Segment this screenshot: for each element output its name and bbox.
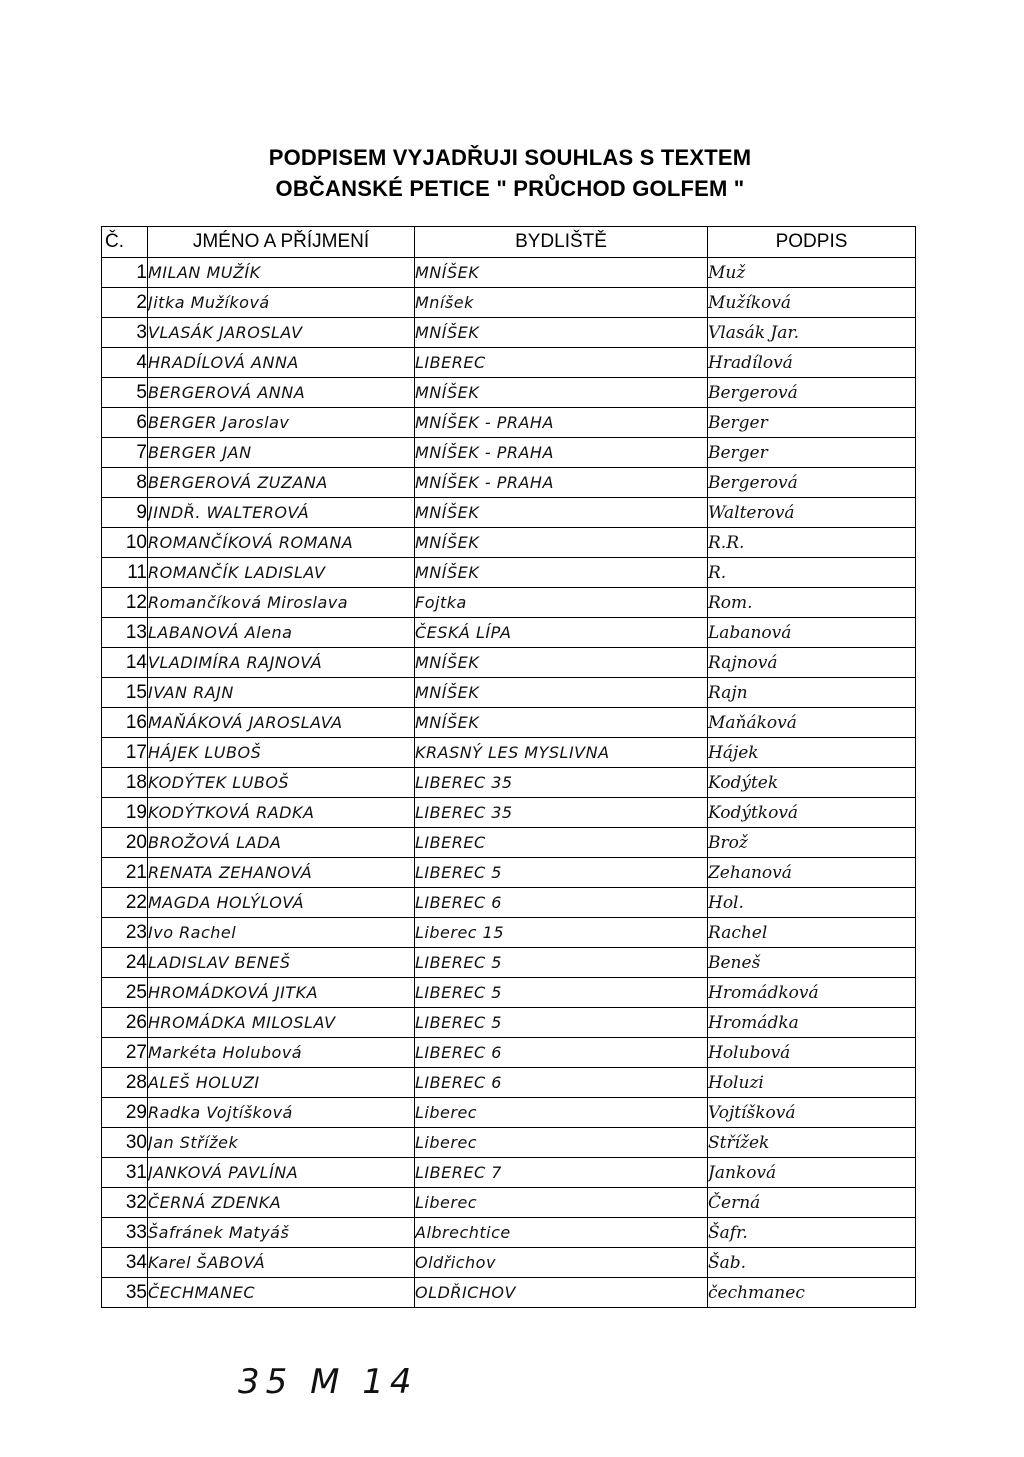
row-signature: Šab.	[708, 1248, 916, 1278]
row-number: 24	[102, 948, 148, 978]
row-number: 28	[102, 1068, 148, 1098]
page-title-line-2: OBČANSKÉ PETICE " PRŮCHOD GOLFEM "	[275, 176, 745, 201]
header-number: Č.	[102, 227, 148, 258]
row-residence: MNÍŠEK	[415, 678, 708, 708]
row-signature: Zehanová	[708, 858, 916, 888]
row-number: 11	[102, 558, 148, 588]
table-header-row	[102, 227, 916, 258]
table-row	[102, 378, 916, 408]
table-row	[102, 1278, 916, 1308]
table-row	[102, 978, 916, 1008]
row-name: ČECHMANEC	[148, 1278, 415, 1308]
row-name: VLASÁK JAROSLAV	[148, 318, 415, 348]
row-number: 4	[102, 348, 148, 378]
row-name: BERGER Jaroslav	[148, 408, 415, 438]
row-signature: R.R.	[708, 528, 916, 558]
row-residence: Liberec	[415, 1098, 708, 1128]
row-residence: ČESKÁ LÍPA	[415, 618, 708, 648]
row-signature: Vlasák Jar.	[708, 318, 916, 348]
row-name: ROMANČÍK LADISLAV	[148, 558, 415, 588]
page-title-line-1: PODPISEM VYJADŘUJI SOUHLAS S TEXTEM	[268, 145, 752, 170]
row-name: Jan Střížek	[148, 1128, 415, 1158]
row-signature: Hol.	[708, 888, 916, 918]
header-signature: PODPIS	[708, 227, 916, 258]
row-signature: Hradílová	[708, 348, 916, 378]
row-number: 19	[102, 798, 148, 828]
row-signature: Beneš	[708, 948, 916, 978]
row-name: BERGER JAN	[148, 438, 415, 468]
row-number: 10	[102, 528, 148, 558]
row-signature: Holubová	[708, 1038, 916, 1068]
header-name: JMÉNO A PŘÍJMENÍ	[148, 227, 415, 258]
table-row	[102, 618, 916, 648]
row-signature: Kodýtek	[708, 768, 916, 798]
row-signature: Rajnová	[708, 648, 916, 678]
row-name: HRADÍLOVÁ ANNA	[148, 348, 415, 378]
row-name: Romančíková Miroslava	[148, 588, 415, 618]
row-residence: MNÍŠEK - PRAHA	[415, 438, 708, 468]
row-residence: MNÍŠEK	[415, 528, 708, 558]
row-number: 32	[102, 1188, 148, 1218]
table-row	[102, 918, 916, 948]
row-signature: Hromádková	[708, 978, 916, 1008]
row-name: BERGEROVÁ ZUZANA	[148, 468, 415, 498]
row-signature: Walterová	[708, 498, 916, 528]
table-row	[102, 1008, 916, 1038]
row-number: 9	[102, 498, 148, 528]
table-row	[102, 528, 916, 558]
row-signature: Hájek	[708, 738, 916, 768]
row-signature: Rachel	[708, 918, 916, 948]
row-number: 27	[102, 1038, 148, 1068]
row-residence: MNÍŠEK - PRAHA	[415, 468, 708, 498]
row-signature: Šafr.	[708, 1218, 916, 1248]
row-name: LABANOVÁ Alena	[148, 618, 415, 648]
row-signature: Holuzi	[708, 1068, 916, 1098]
row-signature: R.	[708, 558, 916, 588]
row-residence: MNÍŠEK	[415, 378, 708, 408]
table-row	[102, 888, 916, 918]
row-residence: LIBEREC 7	[415, 1158, 708, 1188]
table-row	[102, 468, 916, 498]
row-residence: OLDŘICHOV	[415, 1278, 708, 1308]
row-residence: Mníšek	[415, 288, 708, 318]
row-number: 22	[102, 888, 148, 918]
row-number: 8	[102, 468, 148, 498]
row-signature: čechmanec	[708, 1278, 916, 1308]
row-number: 33	[102, 1218, 148, 1248]
signature-table	[101, 226, 916, 1308]
row-number: 31	[102, 1158, 148, 1188]
row-residence: MNÍŠEK	[415, 498, 708, 528]
row-residence: LIBEREC 5	[415, 858, 708, 888]
row-name: ČERNÁ ZDENKA	[148, 1188, 415, 1218]
row-signature: Mužíková	[708, 288, 916, 318]
row-residence: LIBEREC 6	[415, 1068, 708, 1098]
row-signature: Kodýtková	[708, 798, 916, 828]
row-name: Jitka Mužíková	[148, 288, 415, 318]
header-residence: BYDLIŠTĚ	[415, 227, 708, 258]
row-residence: LIBEREC 35	[415, 798, 708, 828]
table-row	[102, 648, 916, 678]
row-number: 16	[102, 708, 148, 738]
row-signature: Bergerová	[708, 468, 916, 498]
table-row	[102, 828, 916, 858]
table-row	[102, 1098, 916, 1128]
row-name: KODÝTKOVÁ RADKA	[148, 798, 415, 828]
table-row	[102, 858, 916, 888]
row-name: KODÝTEK LUBOŠ	[148, 768, 415, 798]
row-name: MAŇÁKOVÁ JAROSLAVA	[148, 708, 415, 738]
row-number: 20	[102, 828, 148, 858]
row-signature: Brož	[708, 828, 916, 858]
row-number: 35	[102, 1278, 148, 1308]
row-name: ALEŠ HOLUZI	[148, 1068, 415, 1098]
row-name: BERGEROVÁ ANNA	[148, 378, 415, 408]
row-name: HROMÁDKOVÁ JITKA	[148, 978, 415, 1008]
table-body	[102, 258, 916, 1308]
row-number: 17	[102, 738, 148, 768]
row-name: MAGDA HOLÝLOVÁ	[148, 888, 415, 918]
table-row	[102, 1128, 916, 1158]
table-row	[102, 588, 916, 618]
row-residence: LIBEREC	[415, 348, 708, 378]
row-name: Markéta Holubová	[148, 1038, 415, 1068]
row-number: 18	[102, 768, 148, 798]
row-residence: LIBEREC 6	[415, 1038, 708, 1068]
row-name: BROŽOVÁ LADA	[148, 828, 415, 858]
row-signature: Rajn	[708, 678, 916, 708]
row-name: RENATA ZEHANOVÁ	[148, 858, 415, 888]
row-residence: LIBEREC 5	[415, 1008, 708, 1038]
row-name: LADISLAV BENEŠ	[148, 948, 415, 978]
row-number: 34	[102, 1248, 148, 1278]
row-number: 26	[102, 1008, 148, 1038]
table-row	[102, 1068, 916, 1098]
row-name: IVAN RAJN	[148, 678, 415, 708]
row-name: HÁJEK LUBOŠ	[148, 738, 415, 768]
table-row	[102, 558, 916, 588]
row-name: Radka Vojtíšková	[148, 1098, 415, 1128]
row-number: 21	[102, 858, 148, 888]
row-number: 5	[102, 378, 148, 408]
table-row	[102, 1188, 916, 1218]
row-residence: LIBEREC 5	[415, 978, 708, 1008]
table-row	[102, 738, 916, 768]
table-row	[102, 708, 916, 738]
table-row	[102, 948, 916, 978]
row-residence: MNÍŠEK - PRAHA	[415, 408, 708, 438]
row-number: 2	[102, 288, 148, 318]
row-signature: Maňáková	[708, 708, 916, 738]
row-number: 23	[102, 918, 148, 948]
table-row	[102, 288, 916, 318]
table-row	[102, 408, 916, 438]
row-residence: LIBEREC	[415, 828, 708, 858]
row-residence: MNÍŠEK	[415, 558, 708, 588]
row-residence: MNÍŠEK	[415, 708, 708, 738]
table-row	[102, 768, 916, 798]
row-number: 7	[102, 438, 148, 468]
row-signature: Střížek	[708, 1128, 916, 1158]
table-row	[102, 258, 916, 288]
row-signature: Vojtíšková	[708, 1098, 916, 1128]
row-number: 12	[102, 588, 148, 618]
row-number: 14	[102, 648, 148, 678]
row-name: JANKOVÁ PAVLÍNA	[148, 1158, 415, 1188]
row-number: 13	[102, 618, 148, 648]
row-number: 30	[102, 1128, 148, 1158]
row-residence: Albrechtice	[415, 1218, 708, 1248]
table-row	[102, 498, 916, 528]
row-signature: Berger	[708, 438, 916, 468]
row-residence: KRASNÝ LES MYSLIVNA	[415, 738, 708, 768]
row-number: 25	[102, 978, 148, 1008]
table-row	[102, 1218, 916, 1248]
row-number: 3	[102, 318, 148, 348]
row-number: 29	[102, 1098, 148, 1128]
row-residence: LIBEREC 35	[415, 768, 708, 798]
table-row	[102, 318, 916, 348]
table-row	[102, 1038, 916, 1068]
row-residence: LIBEREC 5	[415, 948, 708, 978]
row-signature: Muž	[708, 258, 916, 288]
table-row	[102, 348, 916, 378]
row-name: ROMANČÍKOVÁ ROMANA	[148, 528, 415, 558]
row-residence: Oldřichov	[415, 1248, 708, 1278]
row-signature: Labanová	[708, 618, 916, 648]
row-name: MILAN MUŽÍK	[148, 258, 415, 288]
row-signature: Janková	[708, 1158, 916, 1188]
row-signature: Berger	[708, 408, 916, 438]
row-name: Karel ŠABOVÁ	[148, 1248, 415, 1278]
row-name: JINDŘ. WALTEROVÁ	[148, 498, 415, 528]
footer-note: 35 M 14	[238, 1362, 418, 1402]
row-residence: MNÍŠEK	[415, 318, 708, 348]
row-name: HROMÁDKA MILOSLAV	[148, 1008, 415, 1038]
row-number: 6	[102, 408, 148, 438]
row-signature: Bergerová	[708, 378, 916, 408]
row-residence: MNÍŠEK	[415, 258, 708, 288]
row-number: 1	[102, 258, 148, 288]
row-name: VLADIMÍRA RAJNOVÁ	[148, 648, 415, 678]
row-residence: LIBEREC 6	[415, 888, 708, 918]
row-number: 15	[102, 678, 148, 708]
row-name: Ivo Rachel	[148, 918, 415, 948]
row-signature: Rom.	[708, 588, 916, 618]
table-row	[102, 798, 916, 828]
row-residence: Liberec	[415, 1128, 708, 1158]
row-name: Šafránek Matyáš	[148, 1218, 415, 1248]
table-row	[102, 438, 916, 468]
row-residence: Liberec	[415, 1188, 708, 1218]
row-residence: Fojtka	[415, 588, 708, 618]
row-residence: MNÍŠEK	[415, 648, 708, 678]
row-signature: Hromádka	[708, 1008, 916, 1038]
row-residence: Liberec 15	[415, 918, 708, 948]
table-row	[102, 678, 916, 708]
table-row	[102, 1158, 916, 1188]
row-signature: Černá	[708, 1188, 916, 1218]
table-row	[102, 1248, 916, 1278]
